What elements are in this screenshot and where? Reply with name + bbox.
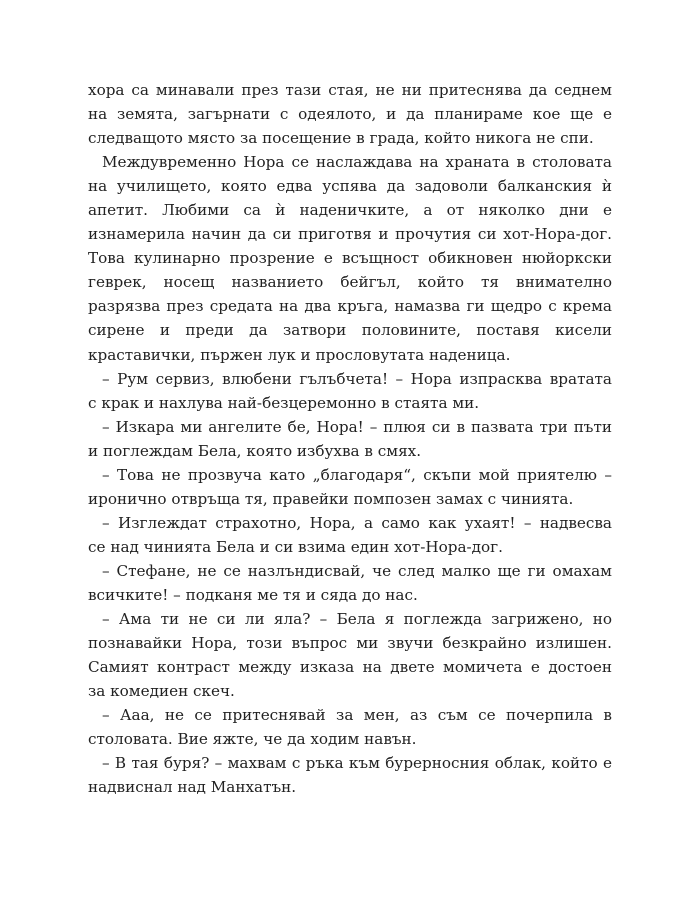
text-line: с крак и нахлува най-безцеремонно в стаята ми.	[88, 393, 480, 412]
paragraph-2	[88, 150, 612, 366]
dialogue-line-8	[88, 751, 612, 799]
text-line: следващото място за посещение в града, който никога не спи.	[88, 129, 594, 148]
dialogue-line-6	[88, 607, 612, 703]
text-line: – Това не прозвуча като „благодаря“, скъпи мой приятелю –	[102, 465, 612, 484]
text-line: – Стефане, не се назлъндисвай, че след малко ще ги омахам	[102, 561, 612, 580]
dialogue-line-7	[88, 703, 612, 751]
text-line: за комедиен скеч.	[88, 682, 235, 701]
text-line: – Изглеждат страхотно, Нора, а само как ухаят! – надвесва	[102, 513, 612, 532]
text-line: – Ама ти не си ли яла? – Бела я поглежда загрижено, но	[102, 610, 612, 629]
text-line: краставички, пържен лук и прословутата наденица.	[88, 345, 511, 364]
dialogue-line-1	[88, 367, 612, 415]
text-line: се над чинията Бела и си взима един хот-Нора-дог.	[88, 537, 503, 556]
text-line: и поглеждам Бела, която избухва в смях.	[88, 441, 422, 460]
text-line: – Изкара ми ангелите бе, Нора! – плюя си в пазвата три пъти	[102, 417, 612, 436]
text-line: познавайки Нора, този въпрос ми звучи безкрайно излишен.	[88, 634, 612, 653]
text-line: – В тая буря? – махвам с ръка към бурерносния облак, който е	[102, 754, 612, 773]
text-line: Това кулинарно прозрение е всъщност обикновен нюйоркски	[88, 249, 612, 268]
text-line: на училището, която едва успява да задоволи балканския ѝ	[88, 177, 612, 196]
text-line: надвиснал над Манхатън.	[88, 778, 297, 797]
book-page	[88, 78, 612, 799]
dialogue-line-4	[88, 511, 612, 559]
dialogue-line-5	[88, 559, 612, 607]
text-line: изнамерила начин да си приготвя и прочутия си хот-Нора-дог.	[88, 225, 612, 244]
text-line: апетит. Любими са ѝ наденичките, а от няколко дни е	[88, 201, 612, 220]
text-line: хора са минавали през тази стая, не ни притеснява да седнем	[88, 81, 612, 99]
text-line: геврек, носещ названието бейгъл, който тя внимателно	[88, 273, 612, 292]
text-line: Междувременно Нора се наслаждава на храната в столовата	[102, 153, 612, 172]
text-line: иронично отвръща тя, правейки помпозен замах с чинията.	[88, 489, 574, 508]
dialogue-line-3	[88, 463, 612, 511]
text-line: Самият контраст между изказа на двете момичета е достоен	[88, 658, 612, 677]
text-line: всичките! – подканя ме тя и сяда до нас.	[88, 585, 418, 604]
text-line: столовата. Вие яжте, че да ходим навън.	[88, 730, 417, 749]
text-line: сирене и преди да затвори половините, поставя кисели	[88, 321, 612, 340]
dialogue-line-2	[88, 415, 612, 463]
text-line: разрязва през средата на два кръга, намазва ги щедро с крема	[88, 297, 612, 316]
text-line: – Ааа, не се притеснявай за мен, аз съм се почерпила в	[102, 706, 612, 725]
text-line: – Рум сервиз, влюбени гълъбчета! – Нора изпрасква вратата	[102, 369, 612, 388]
text-line: на земята, загърнати с одеялото, и да планираме кое ще е	[88, 105, 612, 124]
paragraph-1	[88, 78, 612, 150]
